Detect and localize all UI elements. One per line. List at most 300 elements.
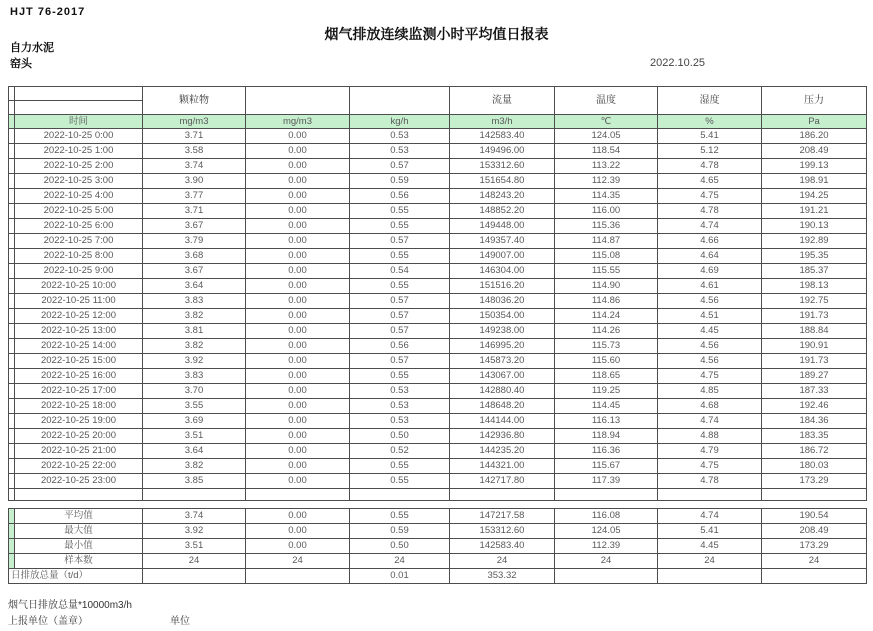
summary-value-2: 0.55 xyxy=(350,509,450,524)
value-cell-1: 0.00 xyxy=(246,234,350,249)
empty-cell xyxy=(450,489,555,501)
value-cell-3: 146304.00 xyxy=(450,264,555,279)
value-cell-0: 3.83 xyxy=(143,369,246,384)
value-cell-0: 3.71 xyxy=(143,204,246,219)
value-cell-3: 143067.00 xyxy=(450,369,555,384)
table-row xyxy=(9,189,867,204)
summary-value-0: 3.92 xyxy=(143,524,246,539)
value-cell-1: 0.00 xyxy=(246,384,350,399)
value-cell-4: 118.54 xyxy=(555,144,658,159)
table-row xyxy=(9,279,867,294)
value-cell-5: 4.78 xyxy=(658,474,762,489)
report-table-area xyxy=(8,86,866,584)
table-row xyxy=(9,129,867,144)
summary-value-5: 24 xyxy=(658,554,762,569)
value-cell-0: 3.64 xyxy=(143,444,246,459)
value-cell-2: 0.57 xyxy=(350,234,450,249)
time-cell: 2022-10-25 2:00 xyxy=(15,159,143,174)
time-cell: 2022-10-25 5:00 xyxy=(15,204,143,219)
summary-row xyxy=(9,539,867,554)
table-row xyxy=(9,324,867,339)
summary-label: 平均值 xyxy=(15,509,143,524)
table-row xyxy=(9,234,867,249)
col-header-particulate: 颗粒物 xyxy=(143,87,246,115)
time-cell: 2022-10-25 15:00 xyxy=(15,354,143,369)
value-cell-2: 0.57 xyxy=(350,309,450,324)
col-header-blank-2 xyxy=(350,87,450,115)
summary-value-5 xyxy=(658,569,762,584)
value-cell-4: 115.60 xyxy=(555,354,658,369)
value-cell-2: 0.53 xyxy=(350,144,450,159)
value-cell-6: 186.20 xyxy=(762,129,867,144)
company-name: 自力水泥 xyxy=(10,42,54,54)
value-cell-0: 3.85 xyxy=(143,474,246,489)
value-cell-4: 113.22 xyxy=(555,159,658,174)
value-cell-5: 4.74 xyxy=(658,414,762,429)
time-cell: 2022-10-25 23:00 xyxy=(15,474,143,489)
value-cell-5: 5.12 xyxy=(658,144,762,159)
value-cell-1: 0.00 xyxy=(246,354,350,369)
summary-value-3: 142583.40 xyxy=(450,539,555,554)
time-cell: 2022-10-25 20:00 xyxy=(15,429,143,444)
value-cell-5: 4.61 xyxy=(658,279,762,294)
value-cell-3: 145873.20 xyxy=(450,354,555,369)
value-cell-4: 115.73 xyxy=(555,339,658,354)
summary-value-2: 24 xyxy=(350,554,450,569)
table-row xyxy=(9,474,867,489)
value-cell-5: 4.75 xyxy=(658,459,762,474)
summary-value-1: 0.00 xyxy=(246,524,350,539)
unit-pa: Pa xyxy=(762,115,867,129)
value-cell-5: 4.78 xyxy=(658,159,762,174)
value-cell-4: 118.65 xyxy=(555,369,658,384)
value-cell-4: 116.13 xyxy=(555,414,658,429)
empty-cell xyxy=(246,489,350,501)
value-cell-5: 4.64 xyxy=(658,249,762,264)
value-cell-4: 115.55 xyxy=(555,264,658,279)
value-cell-5: 4.68 xyxy=(658,399,762,414)
time-header-blank xyxy=(15,87,143,101)
value-cell-1: 0.00 xyxy=(246,264,350,279)
value-cell-2: 0.55 xyxy=(350,204,450,219)
value-cell-3: 150354.00 xyxy=(450,309,555,324)
time-cell: 2022-10-25 10:00 xyxy=(15,279,143,294)
summary-value-4: 24 xyxy=(555,554,658,569)
summary-value-6: 208.49 xyxy=(762,524,867,539)
value-cell-4: 118.94 xyxy=(555,429,658,444)
col-header-humidity: 湿度 xyxy=(658,87,762,115)
value-cell-4: 115.36 xyxy=(555,219,658,234)
value-cell-2: 0.54 xyxy=(350,264,450,279)
value-cell-0: 3.82 xyxy=(143,459,246,474)
value-cell-1: 0.00 xyxy=(246,324,350,339)
value-cell-6: 191.21 xyxy=(762,204,867,219)
empty-cell xyxy=(762,489,867,501)
value-cell-1: 0.00 xyxy=(246,339,350,354)
table-row xyxy=(9,204,867,219)
time-cell: 2022-10-25 21:00 xyxy=(15,444,143,459)
value-cell-2: 0.57 xyxy=(350,294,450,309)
summary-value-1: 24 xyxy=(246,554,350,569)
value-cell-5: 4.75 xyxy=(658,369,762,384)
summary-value-2: 0.50 xyxy=(350,539,450,554)
empty-cell xyxy=(555,489,658,501)
value-cell-3: 142583.40 xyxy=(450,129,555,144)
summary-row xyxy=(9,524,867,539)
value-cell-1: 0.00 xyxy=(246,279,350,294)
value-cell-6: 208.49 xyxy=(762,144,867,159)
table-row xyxy=(9,459,867,474)
value-cell-3: 144144.00 xyxy=(450,414,555,429)
summary-row xyxy=(9,569,867,584)
value-cell-4: 114.26 xyxy=(555,324,658,339)
value-cell-0: 3.83 xyxy=(143,294,246,309)
value-cell-4: 117.39 xyxy=(555,474,658,489)
value-cell-2: 0.53 xyxy=(350,129,450,144)
time-cell: 2022-10-25 9:00 xyxy=(15,264,143,279)
time-header-blank-2 xyxy=(15,101,143,115)
value-cell-2: 0.53 xyxy=(350,384,450,399)
empty-cell xyxy=(15,489,143,501)
value-cell-4: 114.86 xyxy=(555,294,658,309)
footer-note: 烟气日排放总量*10000m3/h xyxy=(8,600,132,611)
time-cell: 2022-10-25 16:00 xyxy=(15,369,143,384)
unit-mg-m3-2: mg/m3 xyxy=(246,115,350,129)
summary-value-5: 5.41 xyxy=(658,524,762,539)
summary-value-0: 3.51 xyxy=(143,539,246,554)
value-cell-3: 151516.20 xyxy=(450,279,555,294)
hourly-data-table xyxy=(8,86,867,501)
summary-label: 日排放总量（t/d） xyxy=(9,569,143,584)
unit-mg-m3-1: mg/m3 xyxy=(143,115,246,129)
value-cell-3: 146995.20 xyxy=(450,339,555,354)
summary-value-1: 0.00 xyxy=(246,539,350,554)
table-row xyxy=(9,414,867,429)
value-cell-1: 0.00 xyxy=(246,174,350,189)
value-cell-1: 0.00 xyxy=(246,429,350,444)
summary-label: 样本数 xyxy=(15,554,143,569)
summary-table xyxy=(8,508,867,584)
value-cell-0: 3.68 xyxy=(143,249,246,264)
value-cell-6: 198.13 xyxy=(762,279,867,294)
empty-cell xyxy=(658,489,762,501)
value-cell-2: 0.55 xyxy=(350,474,450,489)
value-cell-3: 151654.80 xyxy=(450,174,555,189)
table-row xyxy=(9,429,867,444)
value-cell-3: 144321.00 xyxy=(450,459,555,474)
value-cell-2: 0.55 xyxy=(350,279,450,294)
value-cell-5: 4.56 xyxy=(658,339,762,354)
value-cell-2: 0.57 xyxy=(350,324,450,339)
table-row xyxy=(9,384,867,399)
time-cell: 2022-10-25 17:00 xyxy=(15,384,143,399)
value-cell-4: 114.35 xyxy=(555,189,658,204)
value-cell-3: 142717.80 xyxy=(450,474,555,489)
value-cell-3: 144235.20 xyxy=(450,444,555,459)
value-cell-0: 3.71 xyxy=(143,129,246,144)
time-column-header: 时间 xyxy=(15,115,143,129)
unit-label: 单位 xyxy=(170,616,190,627)
value-cell-1: 0.00 xyxy=(246,459,350,474)
summary-rows xyxy=(9,509,867,584)
value-cell-4: 119.25 xyxy=(555,384,658,399)
summary-value-6: 173.29 xyxy=(762,539,867,554)
value-cell-3: 148852.20 xyxy=(450,204,555,219)
value-cell-6: 191.73 xyxy=(762,309,867,324)
value-cell-3: 148036.20 xyxy=(450,294,555,309)
value-cell-5: 4.69 xyxy=(658,264,762,279)
summary-value-0 xyxy=(143,569,246,584)
value-cell-6: 190.91 xyxy=(762,339,867,354)
summary-value-0: 3.74 xyxy=(143,509,246,524)
summary-value-0: 24 xyxy=(143,554,246,569)
value-cell-6: 183.35 xyxy=(762,429,867,444)
value-cell-6: 192.89 xyxy=(762,234,867,249)
value-cell-0: 3.51 xyxy=(143,429,246,444)
value-cell-6: 189.27 xyxy=(762,369,867,384)
unit-kg-h: kg/h xyxy=(350,115,450,129)
value-cell-5: 4.45 xyxy=(658,324,762,339)
value-cell-2: 0.57 xyxy=(350,159,450,174)
value-cell-3: 149448.00 xyxy=(450,219,555,234)
time-cell: 2022-10-25 22:00 xyxy=(15,459,143,474)
value-cell-0: 3.92 xyxy=(143,354,246,369)
doc-code: HJT 76-2017 xyxy=(10,6,86,18)
summary-value-3: 147217.58 xyxy=(450,509,555,524)
value-cell-1: 0.00 xyxy=(246,204,350,219)
value-cell-6: 173.29 xyxy=(762,474,867,489)
time-cell: 2022-10-25 12:00 xyxy=(15,309,143,324)
value-cell-1: 0.00 xyxy=(246,309,350,324)
value-cell-0: 3.67 xyxy=(143,219,246,234)
reporting-unit-label: 上报单位（盖章） xyxy=(8,616,88,627)
table-row xyxy=(9,294,867,309)
value-cell-5: 4.56 xyxy=(658,354,762,369)
table-row xyxy=(9,354,867,369)
value-cell-2: 0.57 xyxy=(350,354,450,369)
time-cell: 2022-10-25 3:00 xyxy=(15,174,143,189)
value-cell-4: 114.24 xyxy=(555,309,658,324)
value-cell-4: 116.00 xyxy=(555,204,658,219)
value-cell-6: 186.72 xyxy=(762,444,867,459)
value-cell-2: 0.52 xyxy=(350,444,450,459)
value-cell-6: 188.84 xyxy=(762,324,867,339)
col-header-flow: 流量 xyxy=(450,87,555,115)
value-cell-6: 191.73 xyxy=(762,354,867,369)
table-row xyxy=(9,174,867,189)
value-cell-5: 4.79 xyxy=(658,444,762,459)
value-cell-4: 116.36 xyxy=(555,444,658,459)
summary-value-4: 124.05 xyxy=(555,524,658,539)
table-gap xyxy=(8,501,866,508)
group-header-row-top xyxy=(9,87,867,101)
value-cell-3: 142880.40 xyxy=(450,384,555,399)
time-cell: 2022-10-25 18:00 xyxy=(15,399,143,414)
table-row xyxy=(9,369,867,384)
value-cell-2: 0.55 xyxy=(350,459,450,474)
value-cell-0: 3.77 xyxy=(143,189,246,204)
value-cell-0: 3.64 xyxy=(143,279,246,294)
value-cell-3: 148648.20 xyxy=(450,399,555,414)
value-cell-2: 0.50 xyxy=(350,429,450,444)
value-cell-1: 0.00 xyxy=(246,189,350,204)
value-cell-2: 0.53 xyxy=(350,399,450,414)
unit-m3-h: m3/h xyxy=(450,115,555,129)
value-cell-5: 4.85 xyxy=(658,384,762,399)
value-cell-6: 194.25 xyxy=(762,189,867,204)
time-cell: 2022-10-25 4:00 xyxy=(15,189,143,204)
value-cell-0: 3.69 xyxy=(143,414,246,429)
value-cell-4: 115.67 xyxy=(555,459,658,474)
summary-value-3: 153312.60 xyxy=(450,524,555,539)
value-cell-6: 185.37 xyxy=(762,264,867,279)
value-cell-2: 0.56 xyxy=(350,339,450,354)
summary-value-5: 4.45 xyxy=(658,539,762,554)
value-cell-6: 187.33 xyxy=(762,384,867,399)
value-cell-6: 192.75 xyxy=(762,294,867,309)
value-cell-6: 180.03 xyxy=(762,459,867,474)
value-cell-1: 0.00 xyxy=(246,399,350,414)
summary-value-6 xyxy=(762,569,867,584)
value-cell-6: 198.91 xyxy=(762,174,867,189)
summary-value-1: 0.00 xyxy=(246,509,350,524)
value-cell-0: 3.58 xyxy=(143,144,246,159)
value-cell-1: 0.00 xyxy=(246,294,350,309)
summary-value-6: 24 xyxy=(762,554,867,569)
table-row xyxy=(9,264,867,279)
value-cell-5: 4.65 xyxy=(658,174,762,189)
summary-value-4: 116.08 xyxy=(555,509,658,524)
unit-celsius: ℃ xyxy=(555,115,658,129)
summary-value-2: 0.59 xyxy=(350,524,450,539)
value-cell-0: 3.79 xyxy=(143,234,246,249)
time-cell: 2022-10-25 14:00 xyxy=(15,339,143,354)
value-cell-0: 3.90 xyxy=(143,174,246,189)
value-cell-1: 0.00 xyxy=(246,369,350,384)
table-row xyxy=(9,399,867,414)
value-cell-6: 195.35 xyxy=(762,249,867,264)
value-cell-0: 3.82 xyxy=(143,309,246,324)
table-row xyxy=(9,249,867,264)
col-header-blank-1 xyxy=(246,87,350,115)
summary-value-3: 353.32 xyxy=(450,569,555,584)
summary-value-4 xyxy=(555,569,658,584)
unit-header-row xyxy=(9,115,867,129)
report-date: 2022.10.25 xyxy=(650,57,706,69)
table-row xyxy=(9,144,867,159)
value-cell-1: 0.00 xyxy=(246,219,350,234)
value-cell-5: 4.66 xyxy=(658,234,762,249)
value-cell-3: 153312.60 xyxy=(450,159,555,174)
value-cell-3: 148243.20 xyxy=(450,189,555,204)
summary-value-6: 190.54 xyxy=(762,509,867,524)
value-cell-3: 149007.00 xyxy=(450,249,555,264)
value-cell-1: 0.00 xyxy=(246,444,350,459)
value-cell-1: 0.00 xyxy=(246,474,350,489)
value-cell-5: 4.78 xyxy=(658,204,762,219)
value-cell-0: 3.70 xyxy=(143,384,246,399)
value-cell-2: 0.59 xyxy=(350,174,450,189)
time-cell: 2022-10-25 0:00 xyxy=(15,129,143,144)
time-cell: 2022-10-25 7:00 xyxy=(15,234,143,249)
value-cell-2: 0.55 xyxy=(350,369,450,384)
summary-row xyxy=(9,554,867,569)
time-cell: 2022-10-25 1:00 xyxy=(15,144,143,159)
summary-value-2: 0.01 xyxy=(350,569,450,584)
value-cell-4: 115.08 xyxy=(555,249,658,264)
value-cell-6: 192.46 xyxy=(762,399,867,414)
value-cell-5: 4.74 xyxy=(658,219,762,234)
value-cell-4: 114.87 xyxy=(555,234,658,249)
value-cell-6: 190.13 xyxy=(762,219,867,234)
value-cell-2: 0.56 xyxy=(350,189,450,204)
value-cell-4: 124.05 xyxy=(555,129,658,144)
value-cell-5: 4.51 xyxy=(658,309,762,324)
value-cell-2: 0.55 xyxy=(350,219,450,234)
col-header-temperature: 温度 xyxy=(555,87,658,115)
summary-row xyxy=(9,509,867,524)
page-title: 烟气排放连续监测小时平均值日报表 xyxy=(324,26,549,42)
value-cell-1: 0.00 xyxy=(246,159,350,174)
table-row xyxy=(9,339,867,354)
value-cell-1: 0.00 xyxy=(246,129,350,144)
summary-value-1 xyxy=(246,569,350,584)
value-cell-1: 0.00 xyxy=(246,414,350,429)
summary-label: 最大值 xyxy=(15,524,143,539)
value-cell-4: 114.45 xyxy=(555,399,658,414)
value-cell-0: 3.81 xyxy=(143,324,246,339)
table-row xyxy=(9,159,867,174)
value-cell-6: 199.13 xyxy=(762,159,867,174)
value-cell-5: 4.75 xyxy=(658,189,762,204)
value-cell-1: 0.00 xyxy=(246,144,350,159)
value-cell-4: 112.39 xyxy=(555,174,658,189)
value-cell-1: 0.00 xyxy=(246,249,350,264)
summary-value-5: 4.74 xyxy=(658,509,762,524)
table-row xyxy=(9,309,867,324)
value-cell-6: 184.36 xyxy=(762,414,867,429)
time-cell: 2022-10-25 11:00 xyxy=(15,294,143,309)
time-cell: 2022-10-25 8:00 xyxy=(15,249,143,264)
value-cell-5: 4.88 xyxy=(658,429,762,444)
empty-cell xyxy=(350,489,450,501)
time-cell: 2022-10-25 6:00 xyxy=(15,219,143,234)
value-cell-5: 4.56 xyxy=(658,294,762,309)
value-cell-3: 149357.40 xyxy=(450,234,555,249)
table-row xyxy=(9,444,867,459)
table-row xyxy=(9,219,867,234)
summary-value-4: 112.39 xyxy=(555,539,658,554)
empty-row xyxy=(9,489,867,501)
value-cell-3: 142936.80 xyxy=(450,429,555,444)
value-cell-2: 0.55 xyxy=(350,249,450,264)
value-cell-0: 3.74 xyxy=(143,159,246,174)
value-cell-0: 3.82 xyxy=(143,339,246,354)
value-cell-2: 0.53 xyxy=(350,414,450,429)
value-cell-0: 3.55 xyxy=(143,399,246,414)
value-cell-5: 5.41 xyxy=(658,129,762,144)
time-cell: 2022-10-25 19:00 xyxy=(15,414,143,429)
col-header-pressure: 压力 xyxy=(762,87,867,115)
value-cell-3: 149496.00 xyxy=(450,144,555,159)
empty-cell xyxy=(143,489,246,501)
unit-percent: % xyxy=(658,115,762,129)
monitoring-point: 窑头 xyxy=(10,58,32,70)
summary-value-3: 24 xyxy=(450,554,555,569)
time-cell: 2022-10-25 13:00 xyxy=(15,324,143,339)
value-cell-4: 114.90 xyxy=(555,279,658,294)
value-cell-3: 149238.00 xyxy=(450,324,555,339)
